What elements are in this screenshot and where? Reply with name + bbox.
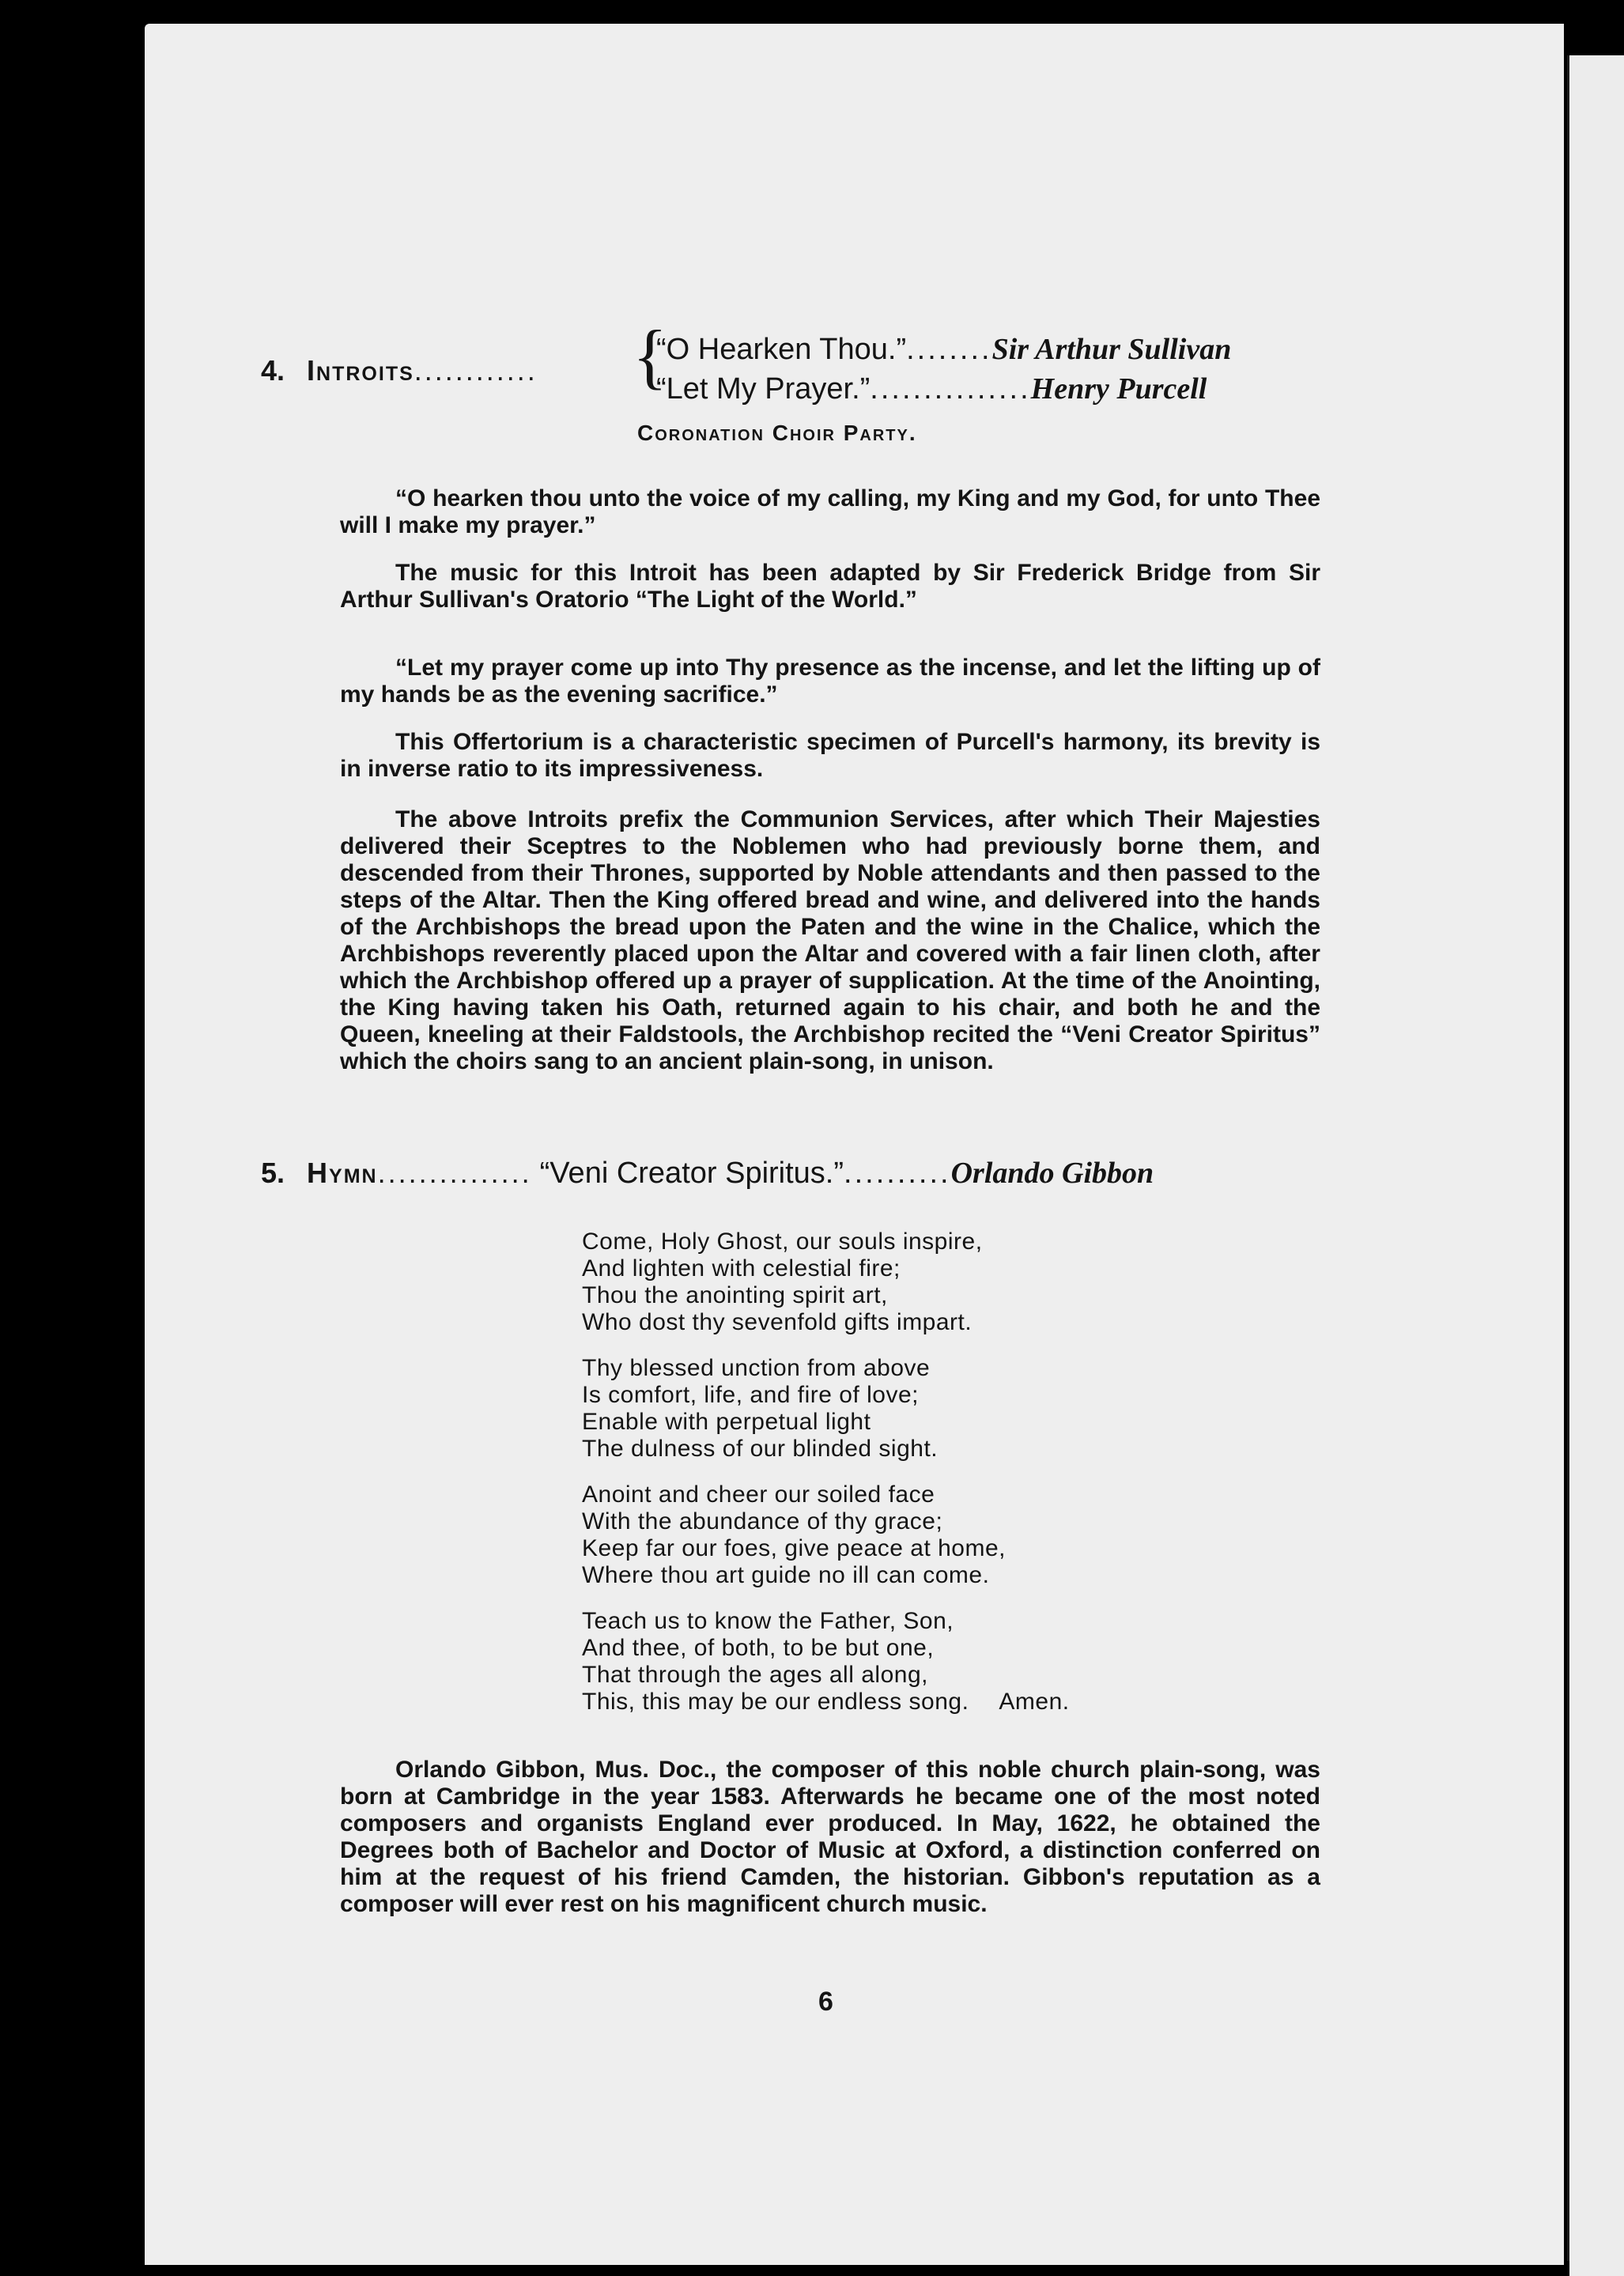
hymn-verse-3 — [582, 1481, 1006, 1589]
verse-line: And lighten with celestial fire; — [582, 1255, 901, 1281]
verse-line: Thou the anointing spirit art, — [582, 1282, 888, 1308]
hymn-verse-4 — [582, 1608, 1070, 1715]
verse-line-last — [582, 1689, 1070, 1715]
item4-heading — [261, 354, 538, 387]
item5-heading — [261, 1156, 1154, 1191]
verse-line: And thee, of both, to be but one, — [582, 1635, 935, 1661]
item4-piece1: “O Hearken Thou.” — [656, 333, 907, 366]
amen: Amen. — [999, 1689, 1070, 1715]
item4-piece2-leader: ............... — [870, 372, 1031, 406]
verse-line: Who dost thy sevenfold gifts impart. — [582, 1309, 973, 1335]
verse-line: Thy blessed unction from above — [582, 1355, 931, 1381]
item4-piece2: “Let My Prayer.” — [656, 372, 871, 406]
verse-line: Anoint and cheer our soiled face — [582, 1481, 935, 1508]
item4-leader: ............ — [414, 354, 538, 387]
communion-paragraph: The above Introits prefix the Communion Services, after which Their Majesties delivered their Sceptres to the Noblemen who had previously borne them, and descended from their Thrones, supported by Noble attendants and then passed to the steps of the Altar. Then the King offered bread and wine, and delivered into the hands of the Archbishops the bread upon the Paten and the wine in the Chalice, which the Archbishops reverently placed upon the Altar and covered with a fair linen cloth, after which the Archbishop offered up a prayer of supplication. At the time of the Anointing, the King having taken his Oath, returned again to his chair, and both he and the Queen, kneeling at their Faldstools, the Archbishop recited the “Veni Creator Spiritus” which the choirs sang to an ancient plain-song, in unison. — [340, 806, 1320, 1074]
verse-line: That through the ages all along, — [582, 1662, 928, 1688]
verse-line: Keep far our foes, give peace at home, — [582, 1535, 1006, 1561]
hymn-verse-2 — [582, 1355, 938, 1463]
quote-introit-2: “Let my prayer come up into Thy presence as the incense, and let the lifting up of my hands be as the evening sacrifice.” — [340, 655, 1320, 708]
item5-leader: ............... — [377, 1157, 532, 1189]
facing-page-edge — [1569, 55, 1624, 2276]
item4-label: Introits — [307, 354, 414, 387]
item5-piece: “Veni Creator Spiritus.” — [539, 1157, 844, 1190]
verse-line: Come, Holy Ghost, our souls inspire, — [582, 1229, 983, 1255]
hymn-verse-1 — [582, 1229, 983, 1336]
item5-label: Hymn — [307, 1157, 378, 1189]
item5-composer: Orlando Gibbon — [950, 1157, 1154, 1190]
item4-number: 4. — [261, 354, 285, 387]
item4-performers: Coronation Choir Party. — [637, 421, 917, 445]
item5-number: 5. — [261, 1157, 285, 1189]
note-offertorium: This Offertorium is a characteristic specimen of Purcell's harmony, its brevity is in inverse ratio to its impressiveness. — [340, 729, 1320, 782]
verse-last-text: This, this may be our endless song. — [582, 1689, 969, 1715]
item4-piece1-leader: ........ — [906, 333, 992, 366]
item4-composer2: Henry Purcell — [1030, 372, 1207, 406]
page-number: 6 — [818, 1987, 833, 2017]
item5-piece-leader: .......... — [844, 1157, 951, 1190]
verse-line: Enable with perpetual light — [582, 1409, 871, 1435]
verse-line: Teach us to know the Father, Son, — [582, 1608, 954, 1634]
note-introit-1: The music for this Introit has been adapted by Sir Frederick Bridge from Sir Arthur Sullivan's Oratorio “The Light of the World.” — [340, 560, 1320, 613]
verse-line: Is comfort, life, and fire of love; — [582, 1382, 920, 1408]
verse-line: Where thou art guide no ill can come. — [582, 1562, 990, 1588]
verse-line: With the abundance of thy grace; — [582, 1508, 943, 1534]
quote-introit-1: “O hearken thou unto the voice of my calling, my King and my God, for unto Thee will I make my prayer.” — [340, 485, 1320, 538]
item4-brace: { — [633, 315, 668, 396]
verse-line: The dulness of our blinded sight. — [582, 1436, 939, 1462]
item4-piece2-line — [656, 372, 1207, 406]
gibbon-biography: Orlando Gibbon, Mus. Doc., the composer of this noble church plain-song, was born at Cambridge in the year 1583. Afterwards he became one of the most noted composers and organists England ever produced. In May, 1622, he obtained the Degrees both of Bachelor and Doctor of Music at Oxford, a distinction conferred on him at the request of his friend Camden, the historian. Gibbon's reputation as a composer will ever rest on his magnificent church music. — [340, 1757, 1320, 1917]
item4-piece1-line — [656, 332, 1231, 367]
item4-composer1: Sir Arthur Sullivan — [991, 333, 1232, 366]
